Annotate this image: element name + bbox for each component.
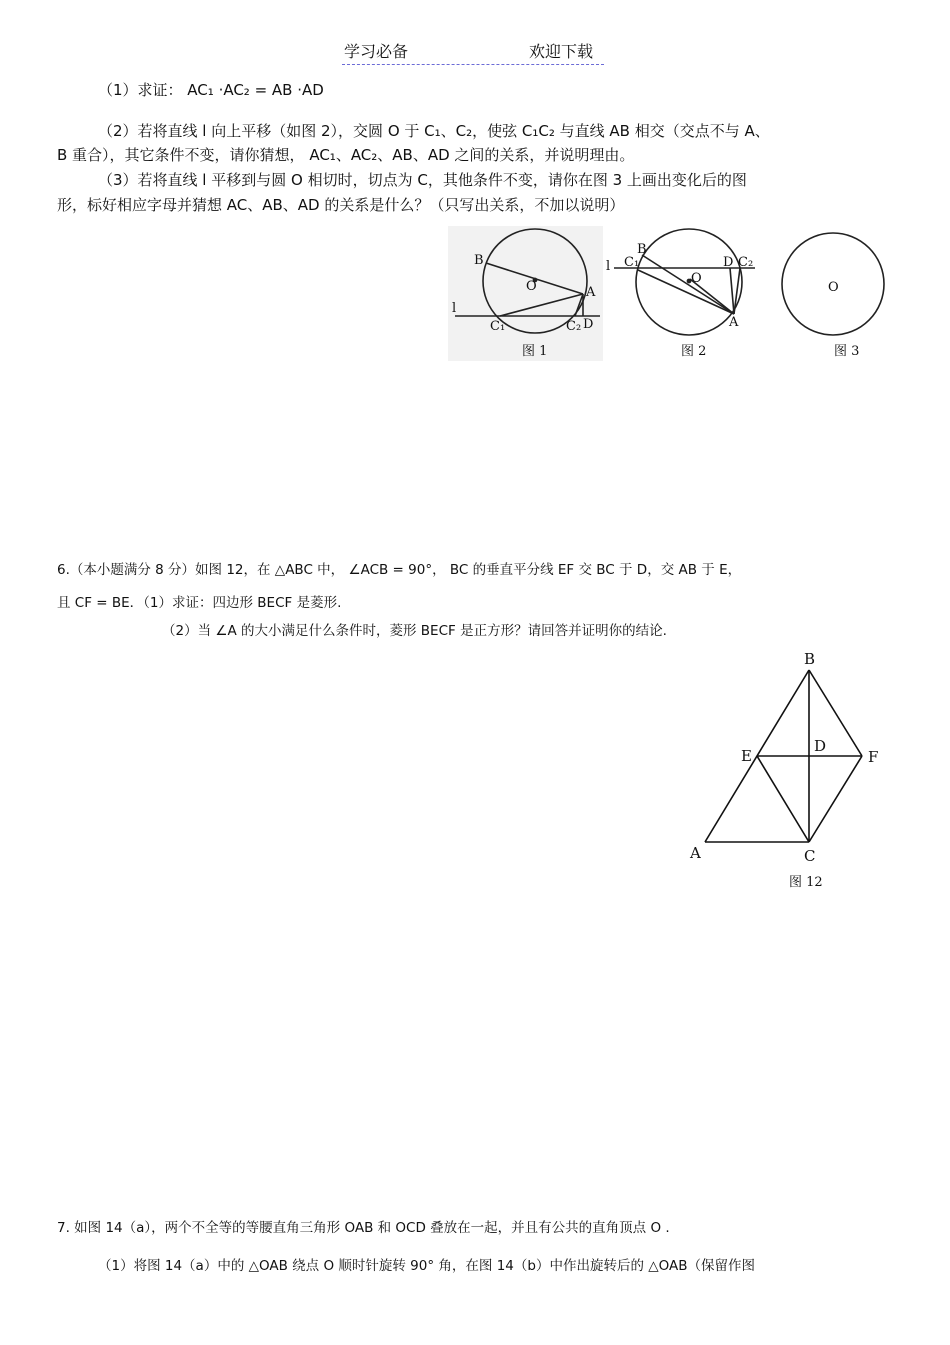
q5-part3-line2: 形，标好相应字母并猜想 AC、AB、AD 的关系是什么？（只写出关系，不加以说明） [57, 196, 625, 214]
fig1-label-O: O [526, 279, 537, 294]
fig2-label-A: A [729, 315, 739, 330]
q6-line3: （2）当 ∠A 的大小满足什么条件时，菱形 BECF 是正方形？请回答并证明你的结论. [162, 623, 667, 639]
q5-part2-line1: （2）若将直线 l 向上平移（如图 2），交圆 O 于 C₁、C₂，使弦 C₁C₂ 与直线 AB 相交（交点不与 A、 [98, 122, 770, 140]
header-left: 学习必备 [344, 42, 409, 61]
fig12-label-C: C [804, 847, 816, 865]
q5-part3-line1: （3）若将直线 l 平移到与圆 O 相切时，切点为 C，其他条件不变，请你在图 3 上画出变化后的图 [98, 171, 747, 189]
fig2-label-l: l [606, 259, 611, 274]
q6-line2: 且 CF = BE．（1）求证：四边形 BECF 是菱形. [57, 595, 342, 611]
fig12-label-D: D [814, 737, 827, 755]
fig1-label-l: l [452, 301, 457, 316]
fig1-caption: 图 1 [522, 344, 548, 359]
fig1-label-C2: C₂ [566, 319, 582, 334]
fig3-label-O: O [828, 280, 839, 295]
fig1-label-B: B [474, 253, 484, 268]
header-right: 欢迎下载 [529, 42, 594, 61]
fig3-caption: 图 3 [834, 344, 860, 359]
fig2-caption: 图 2 [681, 344, 707, 359]
fig1-label-A: A [586, 285, 596, 300]
fig2-label-C2: C₂ [738, 255, 754, 270]
q7-line2: （1）将图 14（a）中的 △OAB 绕点 O 顺时针旋转 90° 角，在图 14（b）中作出旋转后的 △OAB（保留作图 [98, 1258, 755, 1274]
q6-line1: 6.（本小题满分 8 分）如图 12，在 △ABC 中， ∠ACB = 90°， BC 的垂直平分线 EF 交 BC 于 D，交 AB 于 E， [57, 562, 742, 578]
fig2-label-O: O [691, 271, 702, 286]
fig2-label-B: B [637, 242, 647, 257]
fig2-label-D: D [723, 255, 734, 270]
fig1-label-C1: C₁ [490, 319, 506, 334]
q5-part1: （1）求证： AC₁ ·AC₂ = AB ·AD [98, 81, 324, 99]
fig1-label-D: D [583, 317, 594, 332]
fig12-caption: 图 12 [789, 875, 823, 890]
fig12-label-A: A [690, 844, 701, 862]
q7-line1: 7. 如图 14（a），两个不全等的等腰直角三角形 OAB 和 OCD 叠放在一起，并且有公共的直角顶点 O . [57, 1220, 670, 1236]
q5-part2-line2: B 重合），其它条件不变，请你猜想， AC₁、AC₂、AB、AD 之间的关系，并说明理由。 [57, 146, 635, 164]
fig12-label-B: B [804, 650, 816, 668]
fig2-label-C1: C₁ [624, 255, 640, 270]
fig12-label-F: F [868, 748, 879, 766]
fig12-label-E: E [741, 747, 752, 765]
